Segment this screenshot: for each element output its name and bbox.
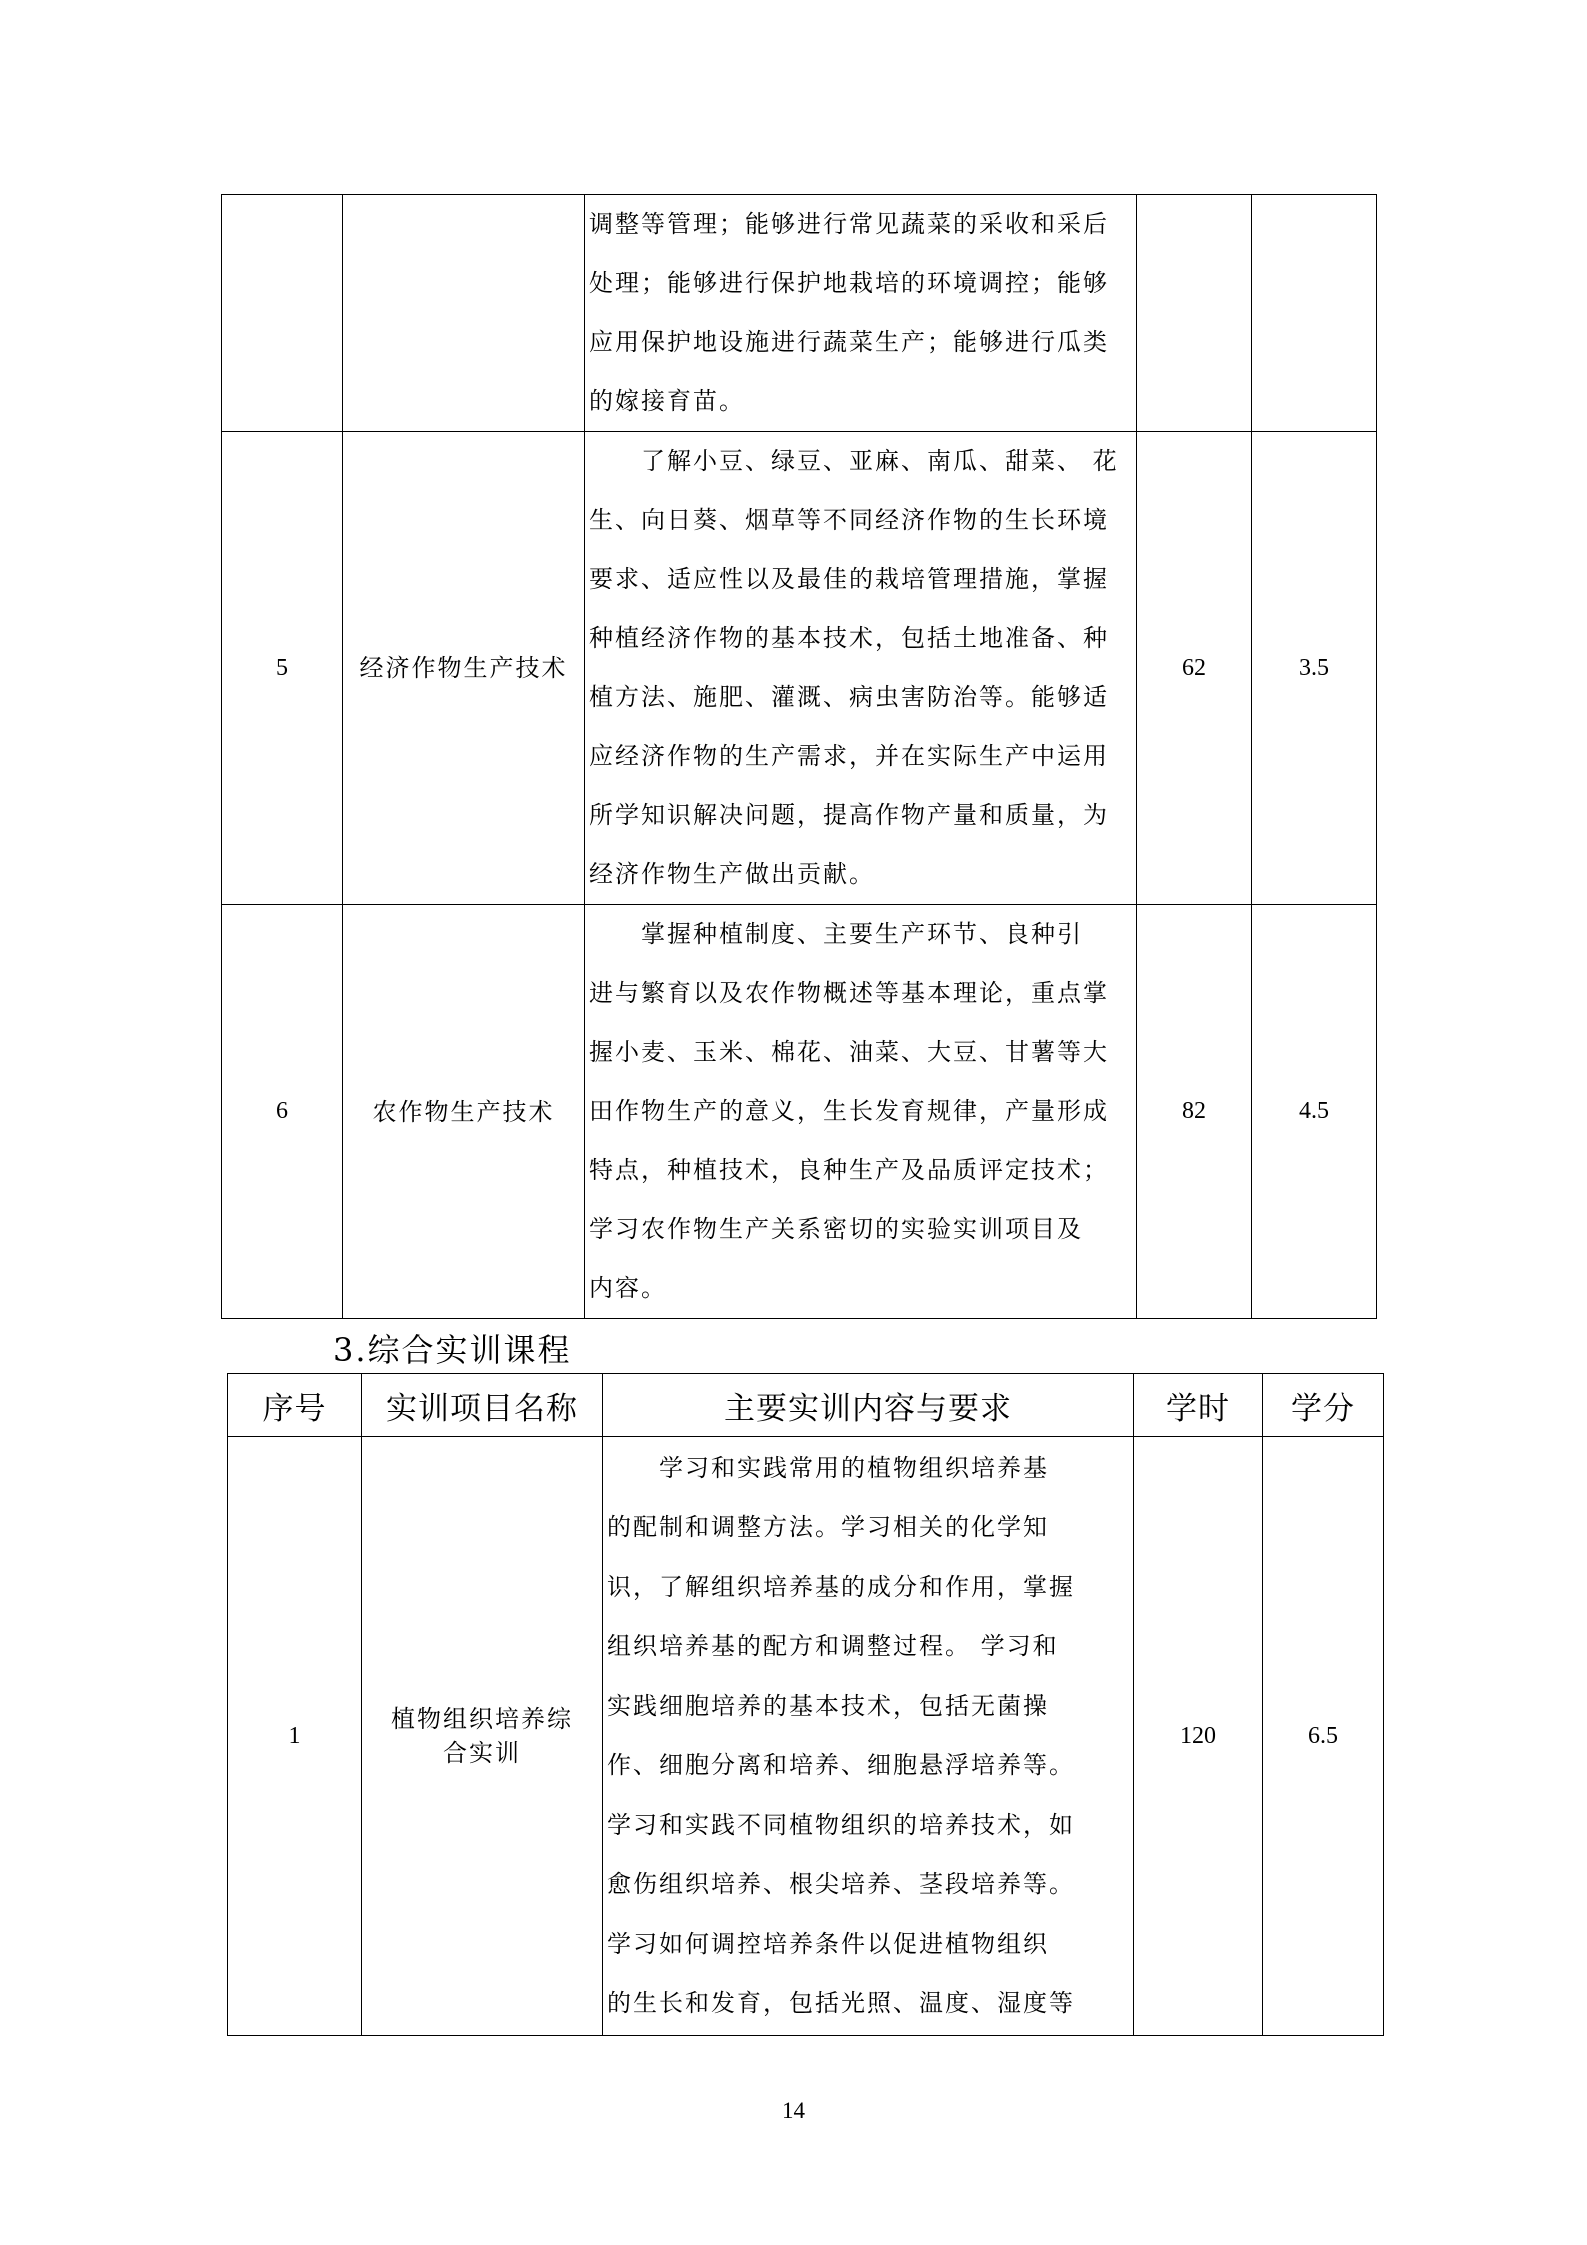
description-line: 田作物生产的意义，生长发育规律，产量形成 (589, 1097, 1109, 1125)
description-line: 所学知识解决问题，提高作物产量和质量，为 (589, 801, 1109, 829)
project-description (603, 1437, 1134, 2036)
row-number: 5 (222, 432, 343, 905)
course-hours: 82 (1137, 905, 1252, 1319)
description-line: 作、细胞分离和培养、细胞悬浮培养等。 (607, 1751, 1075, 1779)
description-line: 应经济作物的生产需求，并在实际生产中运用 (589, 742, 1109, 770)
header-credits: 学分 (1263, 1374, 1384, 1437)
section-title: 3.综合实训课程 (333, 1331, 572, 1369)
description-line: 特点，种植技术，良种生产及品质评定技术； (589, 1156, 1109, 1184)
description-line: 植方法、施肥、灌溉、病虫害防治等。能够适 (589, 683, 1109, 711)
description-line: 愈伤组织培养、根尖培养、茎段培养等。 (607, 1870, 1075, 1898)
description-line: 学习如何调控培养条件以促进植物组织 (607, 1929, 1049, 1958)
description-line: 学习和实践常用的植物组织培养基 (607, 1453, 1049, 1482)
description-line: 种植经济作物的基本技术，包括土地准备、种 (589, 624, 1109, 652)
training-course-table (227, 1373, 1384, 2036)
table-row (228, 1437, 1384, 2036)
course-hours (1137, 195, 1252, 432)
course-description (585, 432, 1137, 905)
description-line: 应用保护地设施进行蔬菜生产；能够进行瓜类 (589, 328, 1109, 356)
description-line: 实践细胞培养的基本技术，包括无菌操 (607, 1691, 1049, 1720)
description-line: 生、向日葵、烟草等不同经济作物的生长环境 (589, 506, 1109, 534)
header-content: 主要实训内容与要求 (603, 1374, 1134, 1437)
course-name: 农作物生产技术 (343, 905, 585, 1319)
project-name (362, 1437, 603, 2036)
table-header-row (228, 1374, 1384, 1437)
description-line: 了解小豆、绿豆、亚麻、南瓜、甜菜、 花 (589, 447, 1119, 475)
description-line: 进与繁育以及农作物概述等基本理论，重点掌 (589, 979, 1109, 1007)
page-number: 14 (782, 2098, 805, 2123)
description-line: 调整等管理；能够进行常见蔬菜的采收和采后 (589, 210, 1109, 238)
course-credits (1252, 195, 1377, 432)
description-line: 处理；能够进行保护地栽培的环境调控；能够 (589, 269, 1109, 297)
table-row (222, 195, 1377, 432)
course-name (343, 195, 585, 432)
description-line: 学习农作物生产关系密切的实验实训项目及 (589, 1215, 1083, 1243)
description-line: 内容。 (589, 1274, 667, 1302)
description-line: 的生长和发育，包括光照、温度、湿度等 (607, 1989, 1075, 2017)
description-line: 识，了解组织培养基的成分和作用，掌握 (607, 1572, 1075, 1601)
project-name-line: 植物组织培养综 (391, 1705, 573, 1733)
header-project-name: 实训项目名称 (362, 1374, 603, 1437)
description-line: 学习和实践不同植物组织的培养技术，如 (607, 1810, 1075, 1839)
course-description (585, 195, 1137, 432)
description-line: 经济作物生产做出贡献。 (589, 860, 875, 888)
row-number: 6 (222, 905, 343, 1319)
description-line: 的配制和调整方法。学习相关的化学知 (607, 1513, 1049, 1541)
course-description (585, 905, 1137, 1319)
course-table-continued (221, 194, 1377, 1319)
row-number: 1 (228, 1437, 362, 2036)
course-name: 经济作物生产技术 (343, 432, 585, 905)
description-line: 的嫁接育苗。 (589, 387, 745, 415)
header-hours: 学时 (1134, 1374, 1263, 1437)
table-row (222, 432, 1377, 905)
row-number (222, 195, 343, 432)
project-hours: 120 (1134, 1437, 1263, 2036)
description-line: 握小麦、玉米、棉花、油菜、大豆、甘薯等大 (589, 1038, 1109, 1066)
course-credits: 4.5 (1252, 905, 1377, 1319)
project-credits: 6.5 (1263, 1437, 1384, 2036)
description-line: 掌握种植制度、主要生产环节、良种引 (589, 920, 1083, 948)
description-line: 要求、适应性以及最佳的栽培管理措施，掌握 (589, 565, 1109, 593)
table-row (222, 905, 1377, 1319)
course-credits: 3.5 (1252, 432, 1377, 905)
header-no: 序号 (228, 1374, 362, 1437)
course-hours: 62 (1137, 432, 1252, 905)
project-name-line: 合实训 (443, 1739, 521, 1767)
description-line: 组织培养基的配方和调整过程。 学习和 (607, 1632, 1059, 1660)
